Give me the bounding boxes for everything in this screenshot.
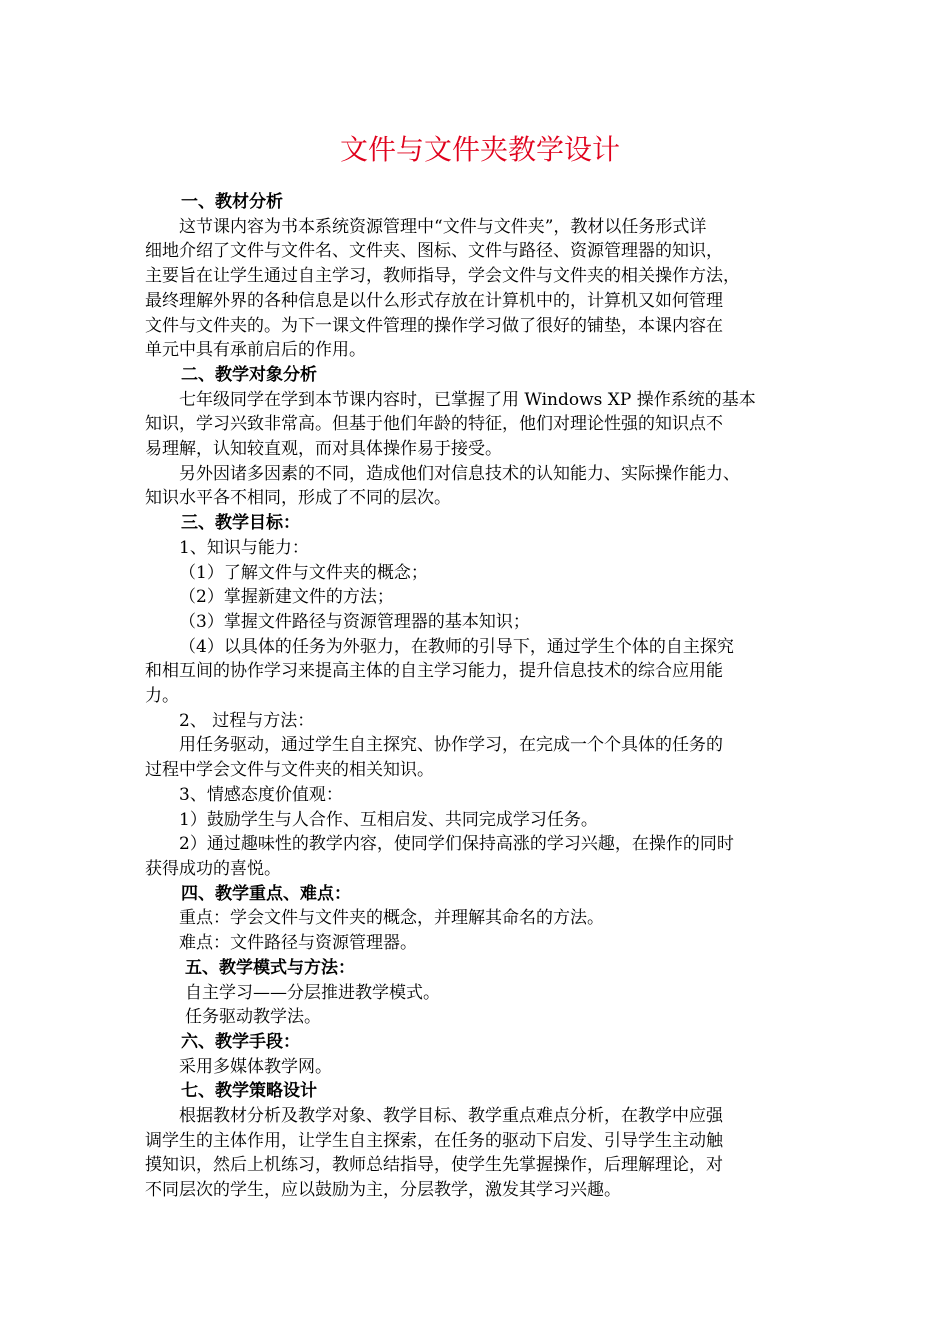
paragraph-line: 调学生的主体作用，让学生自主探索，在任务的驱动下启发、引导学生主动触 (145, 1130, 723, 1151)
paragraph-line: 采用多媒体教学网。 (179, 1056, 332, 1077)
paragraph-line: 文件与文件夹的。为下一课文件管理的操作学习做了很好的铺垫，本课内容在 (145, 315, 723, 336)
list-item: （2）掌握新建文件的方法； (179, 587, 394, 608)
list-item: （3）掌握文件路径与资源管理器的基本知识； (179, 611, 530, 632)
document-page (145, 130, 815, 1203)
paragraph-line: 用任务驱动，通过学生自主探究、协作学习，在完成一个个具体的任务的 (179, 735, 723, 756)
paragraph-line: 知识，学习兴致非常高。但基于他们年龄的特征，他们对理论性强的知识点不 (145, 414, 723, 435)
paragraph-line: 知识水平各不相同，形成了不同的层次。 (145, 488, 451, 509)
paragraph-line: 获得成功的喜悦。 (145, 858, 281, 879)
list-item: 2）通过趣味性的教学内容，使同学们保持高涨的学习兴趣，在操作的同时 (179, 834, 734, 855)
paragraph-line: 根据教材分析及教学对象、教学目标、教学重点难点分析，在教学中应强 (179, 1106, 723, 1127)
paragraph-line: 任务驱动教学法。 (185, 1007, 321, 1028)
paragraph-line: 自主学习——分层推进教学模式。 (185, 982, 440, 1003)
section-heading: 一、教材分析 (181, 192, 283, 212)
paragraph-line: 最终理解外界的各种信息是以什么形式存放在计算机中的，计算机又如何管理 (145, 290, 723, 311)
paragraph-line: 摸知识，然后上机练习，教师总结指导，使学生先掌握操作，后理解理论，对 (145, 1155, 723, 1176)
paragraph-line: 过程中学会文件与文件夹的相关知识。 (145, 760, 434, 781)
list-item: 1）鼓励学生与人合作、互相启发、共同完成学习任务。 (179, 809, 598, 830)
subsection-heading: 3、情感态度价值观： (179, 784, 343, 805)
paragraph-line: 力。 (145, 686, 179, 707)
section-heading: 五、教学模式与方法： (185, 957, 355, 978)
paragraph-line: 主要旨在让学生通过自主学习，教师指导，学会文件与文件夹的相关操作方法， (145, 266, 740, 287)
subsection-heading: 2、 过程与方法： (179, 710, 315, 731)
document-title: 文件与文件夹教学设计 (339, 133, 620, 166)
section-heading: 二、教学对象分析 (181, 364, 317, 385)
section-heading: 三、教学目标： (181, 513, 300, 534)
section-heading: 七、教学策略设计 (181, 1081, 317, 1102)
list-item: （1）了解文件与文件夹的概念； (179, 562, 428, 583)
list-item: （4）以具体的任务为外驱力，在教师的引导下，通过学生个体的自主探究 (179, 636, 734, 657)
paragraph-line: 难点：文件路径与资源管理器。 (179, 933, 417, 954)
paragraph-line: 这节课内容为书本系统资源管理中“文件与文件夹”，教材以任务形式详 (179, 216, 707, 237)
paragraph-line: 细地介绍了文件与文件名、文件夹、图标、文件与路径、资源管理器的知识， (145, 241, 723, 262)
paragraph-line: 另外因诸多因素的不同，造成他们对信息技术的认知能力、实际操作能力、 (179, 463, 740, 484)
paragraph-line: 单元中具有承前启后的作用。 (145, 340, 366, 361)
paragraph-line: 易理解，认知较直观，而对具体操作易于接受。 (145, 439, 502, 460)
paragraph-line: 七年级同学在学到本节课内容时，已掌握了用 Windows XP 操作系统的基本 (179, 389, 756, 410)
paragraph-line: 和相互间的协作学习来提高主体的自主学习能力，提升信息技术的综合应用能 (145, 661, 723, 682)
section-heading: 四、教学重点、难点： (181, 883, 351, 904)
subsection-heading: 1、知识与能力： (179, 537, 309, 558)
paragraph-line: 重点：学会文件与文件夹的概念，并理解其命名的方法。 (179, 908, 604, 929)
paragraph-line: 不同层次的学生，应以鼓励为主，分层教学，激发其学习兴趣。 (145, 1180, 621, 1201)
section-heading: 六、教学手段： (181, 1031, 300, 1052)
